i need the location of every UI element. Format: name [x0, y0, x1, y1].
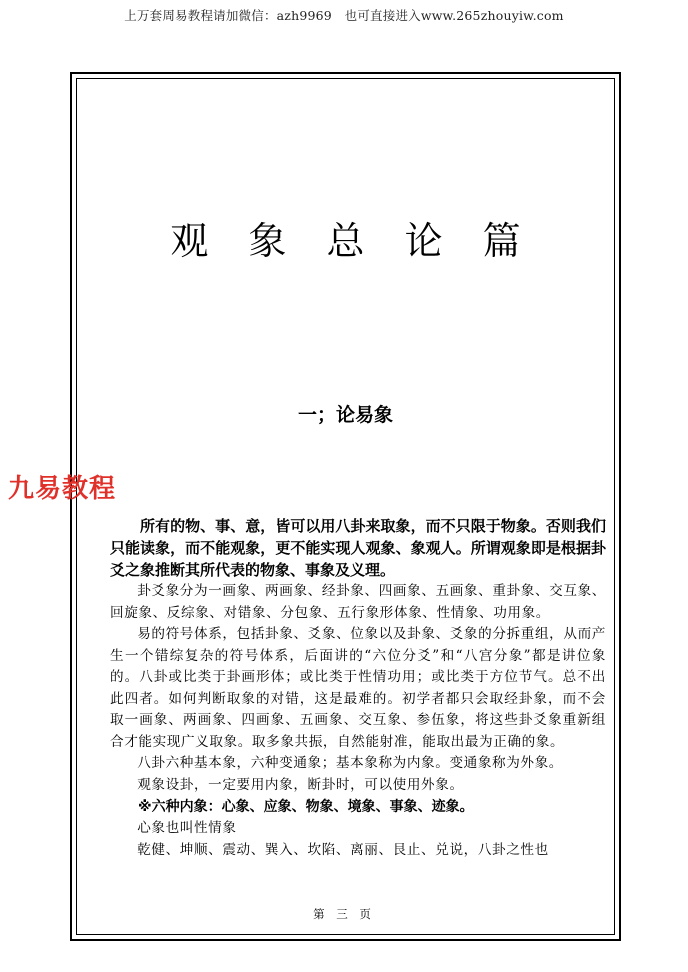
page-title: 观 象 总 论 篇: [170, 219, 535, 263]
paragraph: 易的符号体系，包括卦象、爻象、位象以及卦象、爻象的分拆重组，从而产生一个错综复杂的符号体系，后面讲的“六位分爻”和“八宫分象”都是讲位象的。八卦或比类于卦画形体；或比类于性情功用；或比类于方位节气。总不出此四者。如何判断取象的对错，这是最难的。初学者都只会取经卦象，而不会取一画象、两画象、四画象、五画象、交互象、参伍象，将这些卦爻象重新组合才能实现广义取象。取多象共振，自然能射准，能取出最为正确的象。: [110, 626, 606, 750]
paragraph: 乾健、坤顺、震动、巽入、坎陷、离丽、艮止、兑说，八卦之性也: [137, 841, 549, 858]
emphasis-paragraph: ※六种内象：心象、应象、物象、境象、事象、迹象。: [138, 799, 474, 815]
intro-paragraph: 所有的物、事、意，皆可以用八卦来取象，而不只限于物象。否则我们只能读象，而不能观象，更不能实现人观象、象观人。所谓观象即是根据卦爻之象推断其所代表的物象、事象及义理。: [110, 517, 606, 579]
paragraph: 观象设卦，一定要用内象，断卦时，可以使用外象。: [137, 776, 464, 793]
paragraph: 八卦六种基本象，六种变通象；基本象称为内象。变通象称为外象。: [137, 755, 563, 771]
page-number: 第 三 页: [313, 907, 375, 921]
paragraph: 卦爻象分为一画象、两画象、经卦象、四画象、五画象、重卦象、交互象、回旋象、反综象、对错象、分包象、五行象形体象、性情象、功用象。: [110, 583, 606, 621]
paragraph: 心象也叫性情象: [137, 820, 237, 836]
header-banner: 上万套周易教程请加微信：azh9969 也可直接进入www.265zhouyiw.com: [124, 8, 564, 23]
watermark-logo: 九易教程: [8, 474, 117, 504]
section-heading: 一；论易象: [297, 404, 393, 426]
body-text: [110, 515, 606, 861]
